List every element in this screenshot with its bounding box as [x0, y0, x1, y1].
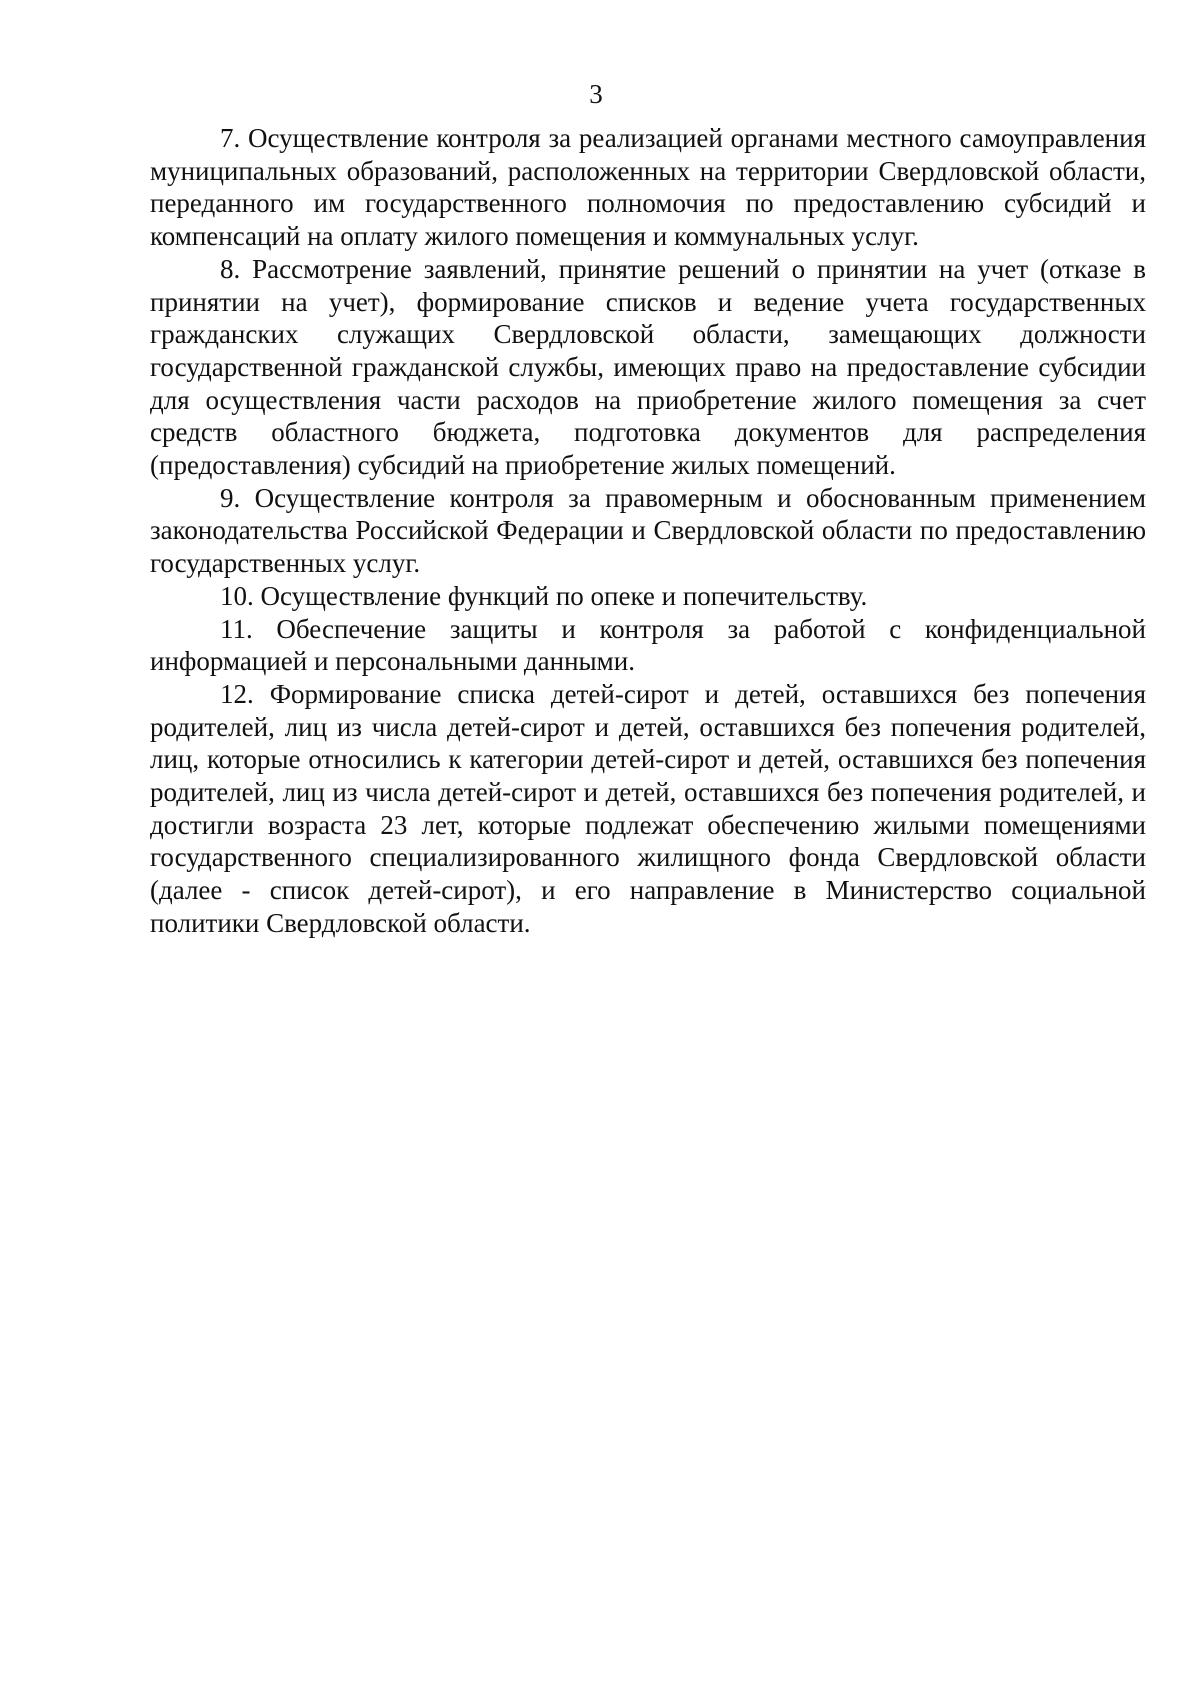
paragraph-11: 11. Обеспечение защиты и контроля за работой с конфиденциальной информацией и персональными данными. [150, 613, 1146, 677]
paragraph-9: 9. Осуществление контроля за правомерным и обоснованным применением законодательства Российской Федерации и Свердловской области по предоставлению государственных услуг. [150, 482, 1146, 579]
paragraph-8: 8. Рассмотрение заявлений, принятие решений о принятии на учет (отказе в принятии на учет), формирование списков и ведение учета государственных гражданских служащих Свердловской области, замещающих должности государственной гражданской службы, имеющих право на предоставление субсидии для осуществления части расходов на приобретение жилого помещения за счет средств областного бюджета, подготовка документов для распределения (предоставления) субсидий на приобретение жилых помещений. [150, 253, 1146, 481]
paragraph-12: 12. Формирование списка детей-сирот и детей, оставшихся без попечения родителей, лиц из числа детей-сирот и детей, оставшихся без попечения родителей, лиц, которые относились к категории детей-сирот и детей, оставшихся без попечения родителей, лиц из числа детей-сирот и детей, оставшихся без попечения родителей, и достигли возраста 23 лет, которые подлежат обеспечению жилыми помещениями государственного специализированного жилищного фонда Свердловской области (далее - список детей-сирот), и его направление в Министерство социальной политики Свердловской области. [150, 678, 1146, 938]
page-number: 3 [589, 79, 603, 109]
paragraph-10: 10. Осуществление функций по опеке и попечительству. [220, 580, 868, 611]
document-body [150, 122, 1146, 940]
paragraph-7: 7. Осуществление контроля за реализацией органами местного самоуправления муниципальных образований, расположенных на территории Свердловской области, переданного им государственного полномочия по предоставлению субсидий и компенсаций на оплату жилого помещения и коммунальных услуг. [150, 123, 1146, 252]
